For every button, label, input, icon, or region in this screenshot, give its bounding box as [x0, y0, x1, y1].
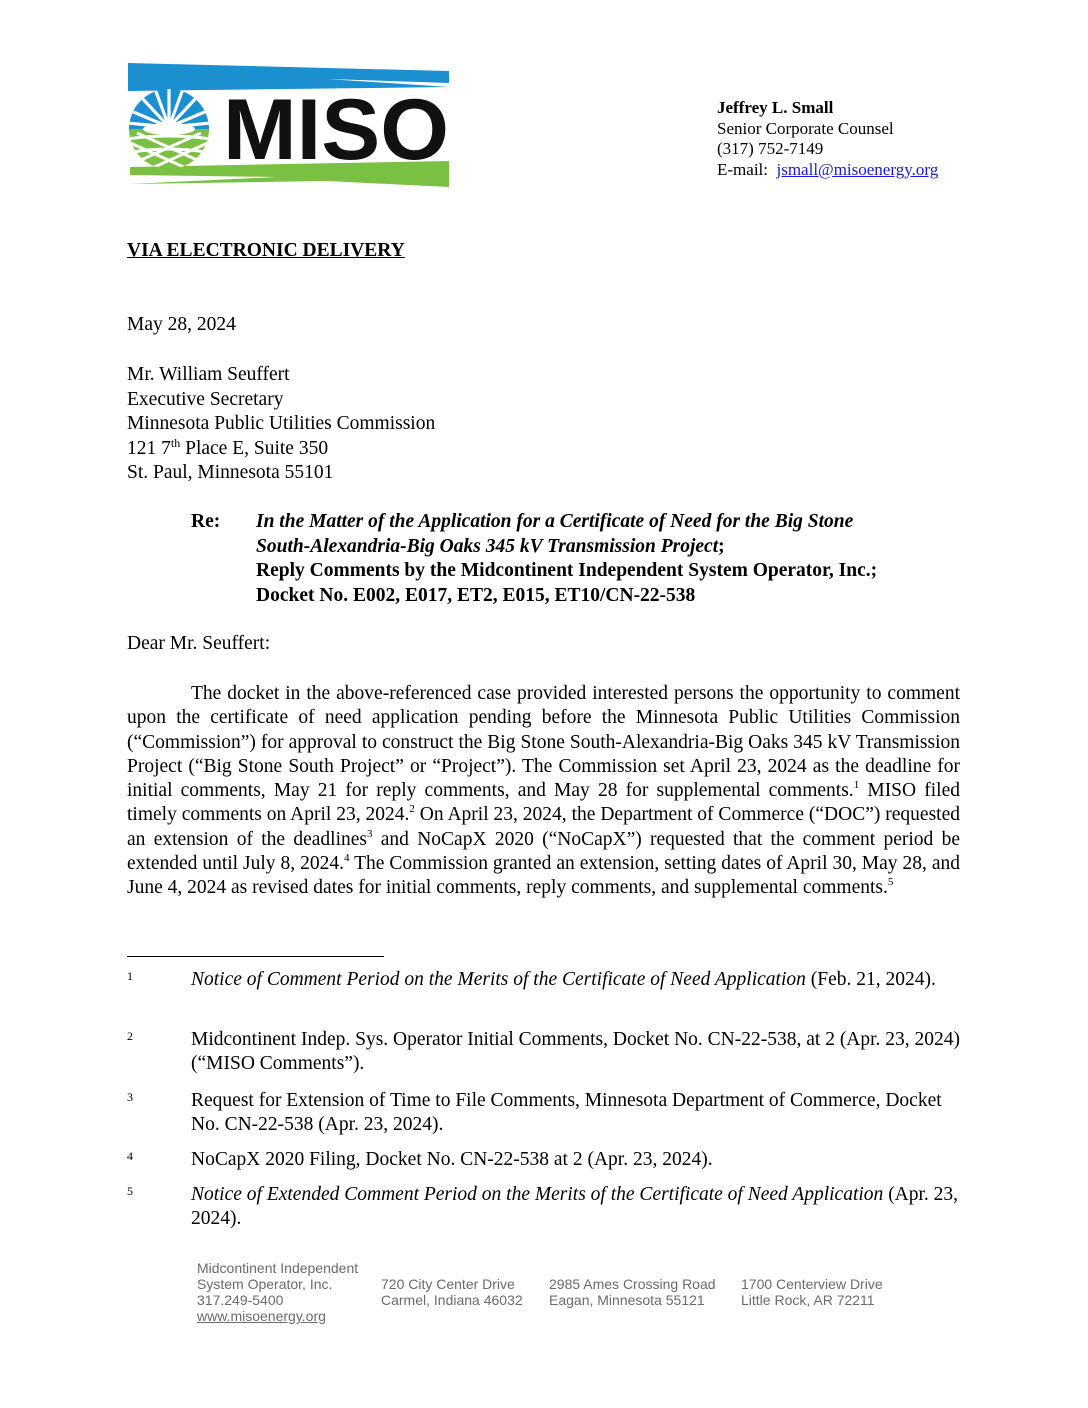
addressee-name: Mr. William Seuffert — [127, 364, 290, 385]
delivery-method: VIA ELECTRONIC DELIVERY — [127, 240, 405, 261]
re-label: Re: — [191, 511, 221, 532]
footnote-ref-5[interactable]: 5 — [887, 876, 894, 889]
footnote-ref-2[interactable]: 2 — [409, 803, 415, 816]
sender-name: Jeffrey L. Small — [717, 98, 834, 117]
letter-date: May 28, 2024 — [127, 314, 236, 335]
sender-phone: (317) 752-7149 — [717, 139, 824, 158]
sender-email-link[interactable]: jsmall@misoenergy.org — [776, 159, 939, 179]
footer-office-eagan: 2985 Ames Crossing Road Eagan, Minnesota 55121 — [549, 1276, 716, 1308]
addressee-city: St. Paul, Minnesota 55101 — [127, 462, 334, 483]
footer-office-carmel: 720 City Center Drive Carmel, Indiana 46032 — [381, 1276, 523, 1308]
footnote-ref-1[interactable]: 1 — [853, 779, 860, 792]
footer-website-link[interactable]: www.misoenergy.org — [197, 1308, 326, 1324]
footnote-separator — [127, 956, 384, 957]
addressee-block — [127, 363, 435, 486]
salutation: Dear Mr. Seuffert: — [127, 633, 271, 654]
footnote-ref-3[interactable]: 3 — [366, 827, 373, 840]
sender-title: Senior Corporate Counsel — [717, 118, 894, 138]
sender-block — [717, 98, 938, 180]
svg-text:MISO: MISO — [223, 82, 449, 178]
re-docket-number: Docket No. E002, E017, ET2, E015, ET10/CN-22-538 — [256, 584, 696, 606]
email-label: E-mail: — [717, 159, 768, 179]
addressee-street: 121 7th Place E, Suite 350 — [127, 435, 329, 459]
miso-logo — [127, 63, 452, 190]
sender-email-row — [717, 160, 938, 181]
re-case-title-1: In the Matter of the Application for a Certificate of Need for the Big Stone — [256, 511, 854, 532]
addressee-title: Executive Secretary — [127, 388, 284, 410]
footnote-ref-4[interactable]: 4 — [343, 852, 350, 865]
miso-logo-icon — [127, 63, 452, 190]
footer-company: Midcontinent Independent System Operator, Inc. 317.249-5400 www.misoenergy.org — [197, 1260, 359, 1324]
re-filing-title: Reply Comments by the Midcontinent Independent System Operator, Inc.; — [256, 560, 878, 581]
re-case-title-2: South-Alexandria-Big Oaks 345 kV Transmission Project — [256, 535, 719, 557]
body-paragraph: The docket in the above-referenced case provided interested persons the opportunity to comment upon the certificate of need application pending before the Minnesota Public Utilities Commission (“Commission”) for approval to construct the Big Stone South-Alexandria-Big Oaks 345 kV Transmission Project (“Big Stone South Project” or “Project”). The Commission set April 23, 2024 as the deadline for initial comments, May 21 for reply comments, and May 28 for supplemental comments.$^1$ MISO filed timely comments on April 23, 2024.$^2$ On April 23, 2024, the Department of Commerce (“DOC”) requested an extension of the deadlines$^3$ and NoCapX 2020 (“NoCapX”) requested that the comment period be extended until July 8, 2024.$^4$ The Commission granted an extension, setting dates of April 30, May 28, and June 4, 2024 as revised dates for initial comments, reply comments, and supplemental comments.$^5$ — [127, 683, 961, 899]
addressee-organization: Minnesota Public Utilities Commission — [127, 413, 436, 434]
footer-office-little-rock: 1700 Centerview Drive Little Rock, AR 72211 — [741, 1276, 883, 1308]
